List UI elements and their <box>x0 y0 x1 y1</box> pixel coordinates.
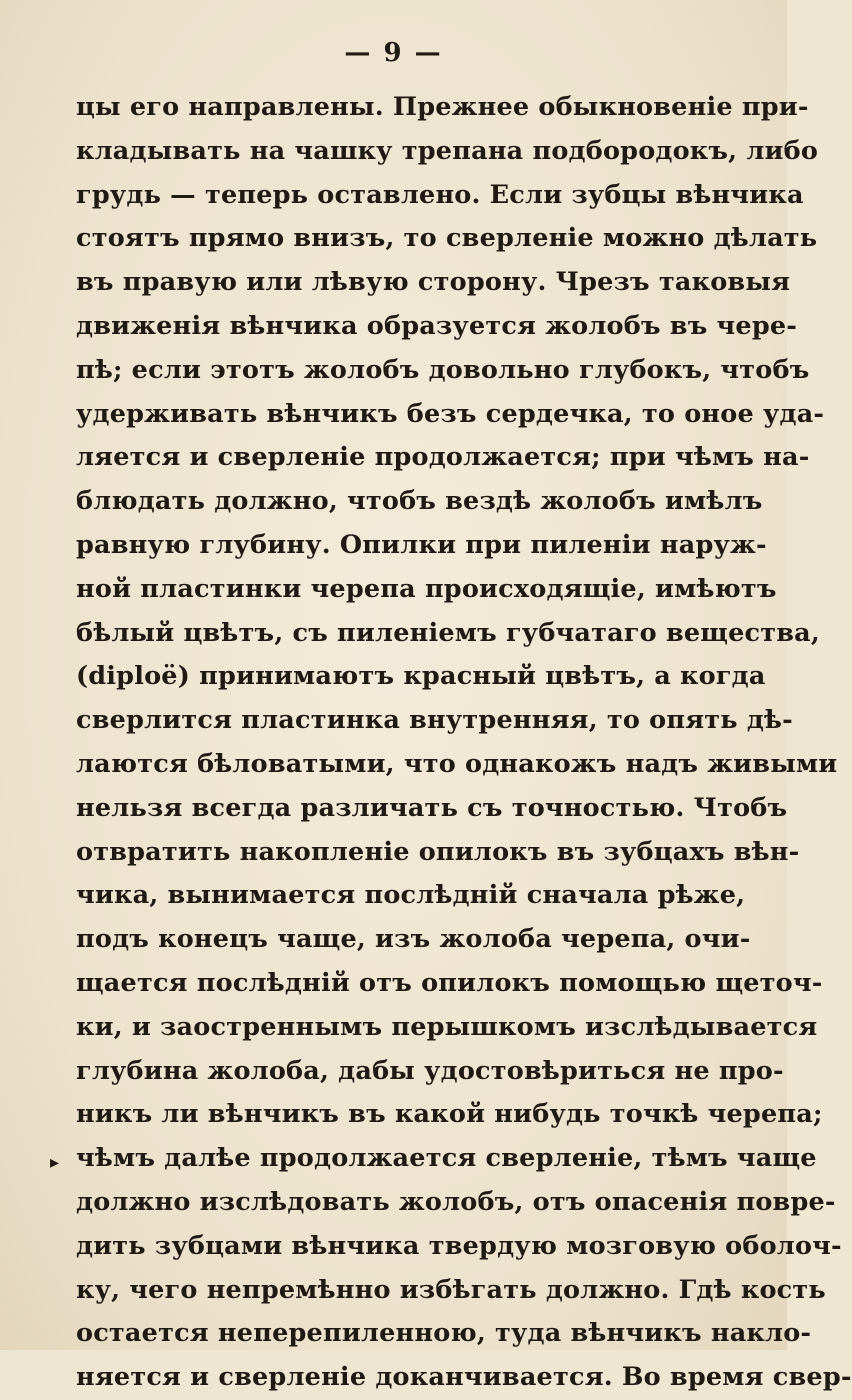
text-line: остается неперепиленною, туда вѣнчикъ накло- <box>76 1318 812 1349</box>
text-line: никъ ли вѣнчикъ въ какой нибудь точкѣ черепа; <box>76 1099 823 1130</box>
text-line: дить зубцами вѣнчика твердую мозговую оболоч- <box>76 1230 842 1261</box>
margin-marker: ▸ <box>50 1152 60 1173</box>
text-line: ляется и сверленіе продолжается; при чѣмъ на- <box>76 442 810 473</box>
text-line: щается послѣдній отъ опилокъ помощью щеточ- <box>76 967 823 998</box>
text-line: въ правую или лѣвую сторону. Чрезъ таковыя <box>76 267 791 298</box>
text-line: ной пластинки черепа происходящіе, имѣютъ <box>76 573 777 604</box>
text-line: должно изслѣдовать жолобъ, отъ опасенія повре- <box>76 1186 836 1217</box>
text-line: лаются бѣловатыми, что однакожъ надъ живыми <box>76 748 838 779</box>
text-line: ку, чего непремѣнно избѣгать должно. Гдѣ кость <box>76 1274 826 1305</box>
text-line: ки, и заостреннымъ перышкомъ изслѣдывается <box>76 1011 818 1042</box>
text-line: чика, вынимается послѣдній сначала рѣже, <box>76 880 746 911</box>
text-line: равную глубину. Опилки при пиленіи наруж- <box>76 529 767 560</box>
text-line: стоятъ прямо внизъ, то сверленіе можно дѣлать <box>76 223 818 254</box>
text-line: отвратить накопленіе опилокъ въ зубцахъ вѣн- <box>76 836 800 867</box>
text-line: няется и сверленіе доканчивается. Во время свер- <box>76 1362 852 1393</box>
text-line: сверлится пластинка внутренняя, то опять дѣ- <box>76 705 793 736</box>
text-line: подъ конецъ чаще, изъ жолоба черепа, очи- <box>76 924 751 955</box>
text-line: блюдать должно, чтобъ вездѣ жолобъ имѣлъ <box>76 486 763 517</box>
text-line: грудь — теперь оставлено. Если зубцы вѣнчика <box>76 179 804 210</box>
text-line: кладывать на чашку трепана подбородокъ, либо <box>76 135 819 166</box>
text-line: нельзя всегда различать съ точностью. Чтобъ <box>76 792 788 823</box>
page-number-header: — 9 — <box>344 38 443 68</box>
text-line: глубина жолоба, дабы удостовѣриться не про- <box>76 1055 784 1086</box>
body-text <box>76 86 852 1400</box>
text-line: движенія вѣнчика образуется жолобъ въ чере- <box>76 310 798 341</box>
text-line: бѣлый цвѣтъ, съ пиленіемъ губчатаго вещества, <box>76 617 820 648</box>
text-line: пѣ; если этотъ жолобъ довольно глубокъ, чтобъ <box>76 354 810 385</box>
text-line: (diploë) принимаютъ красный цвѣтъ, а когда <box>76 661 766 692</box>
text-line: удерживать вѣнчикъ безъ сердечка, то оное уда- <box>76 398 825 429</box>
text-line: чѣмъ далѣе продолжается сверленіе, тѣмъ чаще <box>76 1143 817 1174</box>
text-line: цы его направлены. Прежнее обыкновеніе при- <box>76 92 809 122</box>
